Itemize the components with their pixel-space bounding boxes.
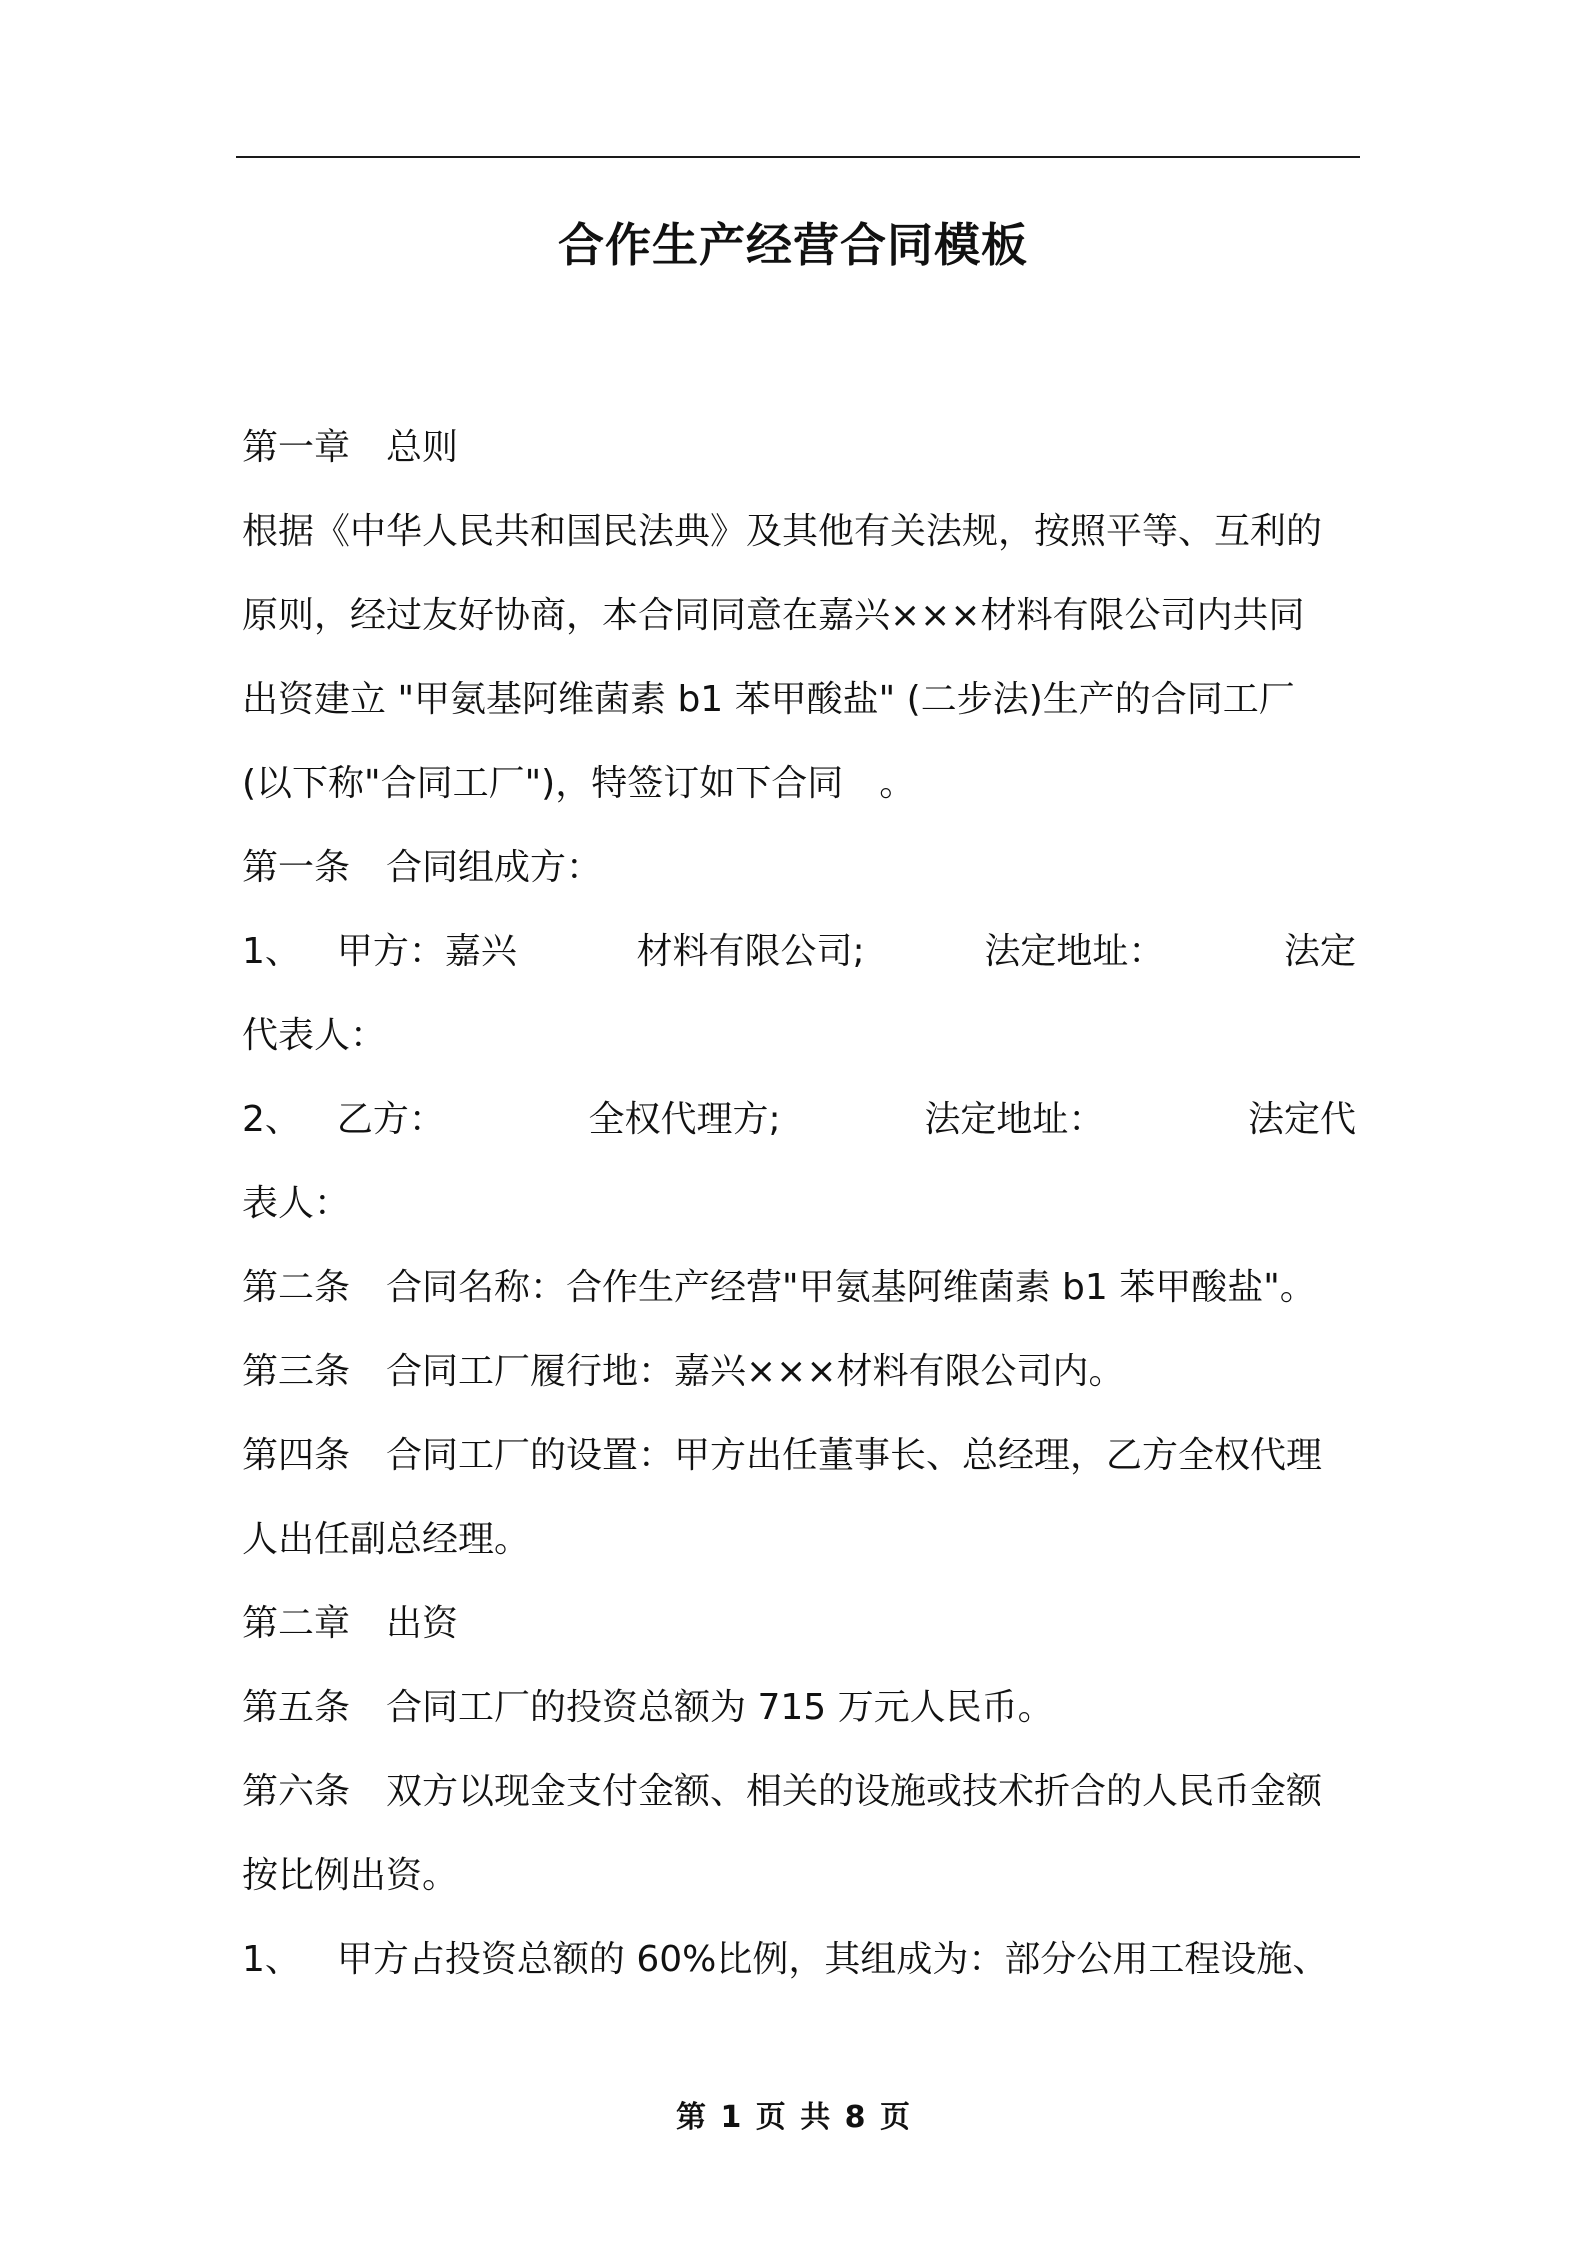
preamble-line-1: 根据《中华人民共和国民法典》及其他有关法规，按照平等、互利的	[242, 511, 1323, 552]
article-text: 合同工厂的设置：甲方出任董事长、总经理，乙方全权代理	[386, 1435, 1323, 1476]
header-rule	[236, 156, 1360, 158]
article-text: 合同工厂履行地：嘉兴×××材料有限公司内。	[386, 1351, 1125, 1392]
article-label: 第二条	[242, 1267, 351, 1308]
preamble-line-4: (以下称"合同工厂")，特签订如下合同 。	[242, 763, 916, 804]
document-title: 合作生产经营合同模板	[558, 218, 1028, 272]
article-3	[242, 1330, 1356, 1414]
item-number: 1、	[242, 1939, 301, 1980]
party-a-continuation: 代表人：	[242, 1015, 387, 1056]
article-label: 第三条	[242, 1351, 351, 1392]
article-label: 第六条	[242, 1771, 351, 1812]
party-b-first	[242, 1078, 445, 1162]
party-b-number: 2、	[242, 1099, 301, 1140]
page-footer: 第 1 页 共 8 页	[676, 2100, 910, 2135]
article-label: 第一条	[242, 847, 351, 888]
party-a-number: 1、	[242, 931, 301, 972]
chapter-2-heading	[242, 1582, 1356, 1666]
article-label: 第五条	[242, 1687, 351, 1728]
article-text: 合同组成方：	[386, 847, 603, 888]
article-5	[242, 1666, 1356, 1750]
party-b-name: 乙方：	[336, 1099, 445, 1140]
party-a-first	[242, 910, 517, 994]
preamble-line-2: 原则，经过友好协商，本合同同意在嘉兴×××材料有限公司内共同	[242, 595, 1305, 636]
party-b-legal-label: 法定代	[1247, 1099, 1356, 1140]
chapter-title: 总则	[386, 427, 459, 468]
article-6	[242, 1750, 1356, 1834]
document-body	[242, 406, 1356, 2002]
item-text: 甲方占投资总额的 60%比例，其组成为：部分公用工程设施、	[336, 1939, 1329, 1980]
article-text: 双方以现金支付金额、相关的设施或技术折合的人民币金额	[386, 1771, 1323, 1812]
article-1	[242, 826, 1356, 910]
chapter-1-heading	[242, 406, 1356, 490]
party-b-continuation: 表人：	[242, 1183, 351, 1224]
preamble-line-3: 出资建立 "甲氨基阿维菌素 b1 苯甲酸盐" (二步法)生产的合同工厂	[242, 679, 1295, 720]
article-text: 合同工厂的投资总额为 715 万元人民币。	[386, 1687, 1054, 1728]
item-1	[242, 1918, 1356, 2002]
chapter-label: 第二章	[242, 1603, 351, 1644]
party-b-agent: 全权代理方;	[588, 1099, 781, 1140]
party-a-address-label: 法定地址：	[984, 931, 1165, 972]
article-text: 合同名称：合作生产经营"甲氨基阿维菌素 b1 苯甲酸盐"。	[386, 1267, 1316, 1308]
article-4-continuation: 人出任副总经理。	[242, 1519, 531, 1560]
party-a-line	[242, 910, 1356, 994]
article-label: 第四条	[242, 1435, 351, 1476]
party-b-line	[242, 1078, 1356, 1162]
article-2	[242, 1246, 1356, 1330]
chapter-label: 第一章	[242, 427, 351, 468]
chapter-title: 出资	[386, 1603, 459, 1644]
party-a-name: 甲方：嘉兴	[336, 931, 517, 972]
party-a-legal-label: 法定	[1283, 931, 1356, 972]
party-a-company: 材料有限公司;	[636, 931, 865, 972]
article-4	[242, 1414, 1356, 1498]
article-6-continuation: 按比例出资。	[242, 1855, 459, 1896]
party-b-address-label: 法定地址：	[924, 1099, 1105, 1140]
